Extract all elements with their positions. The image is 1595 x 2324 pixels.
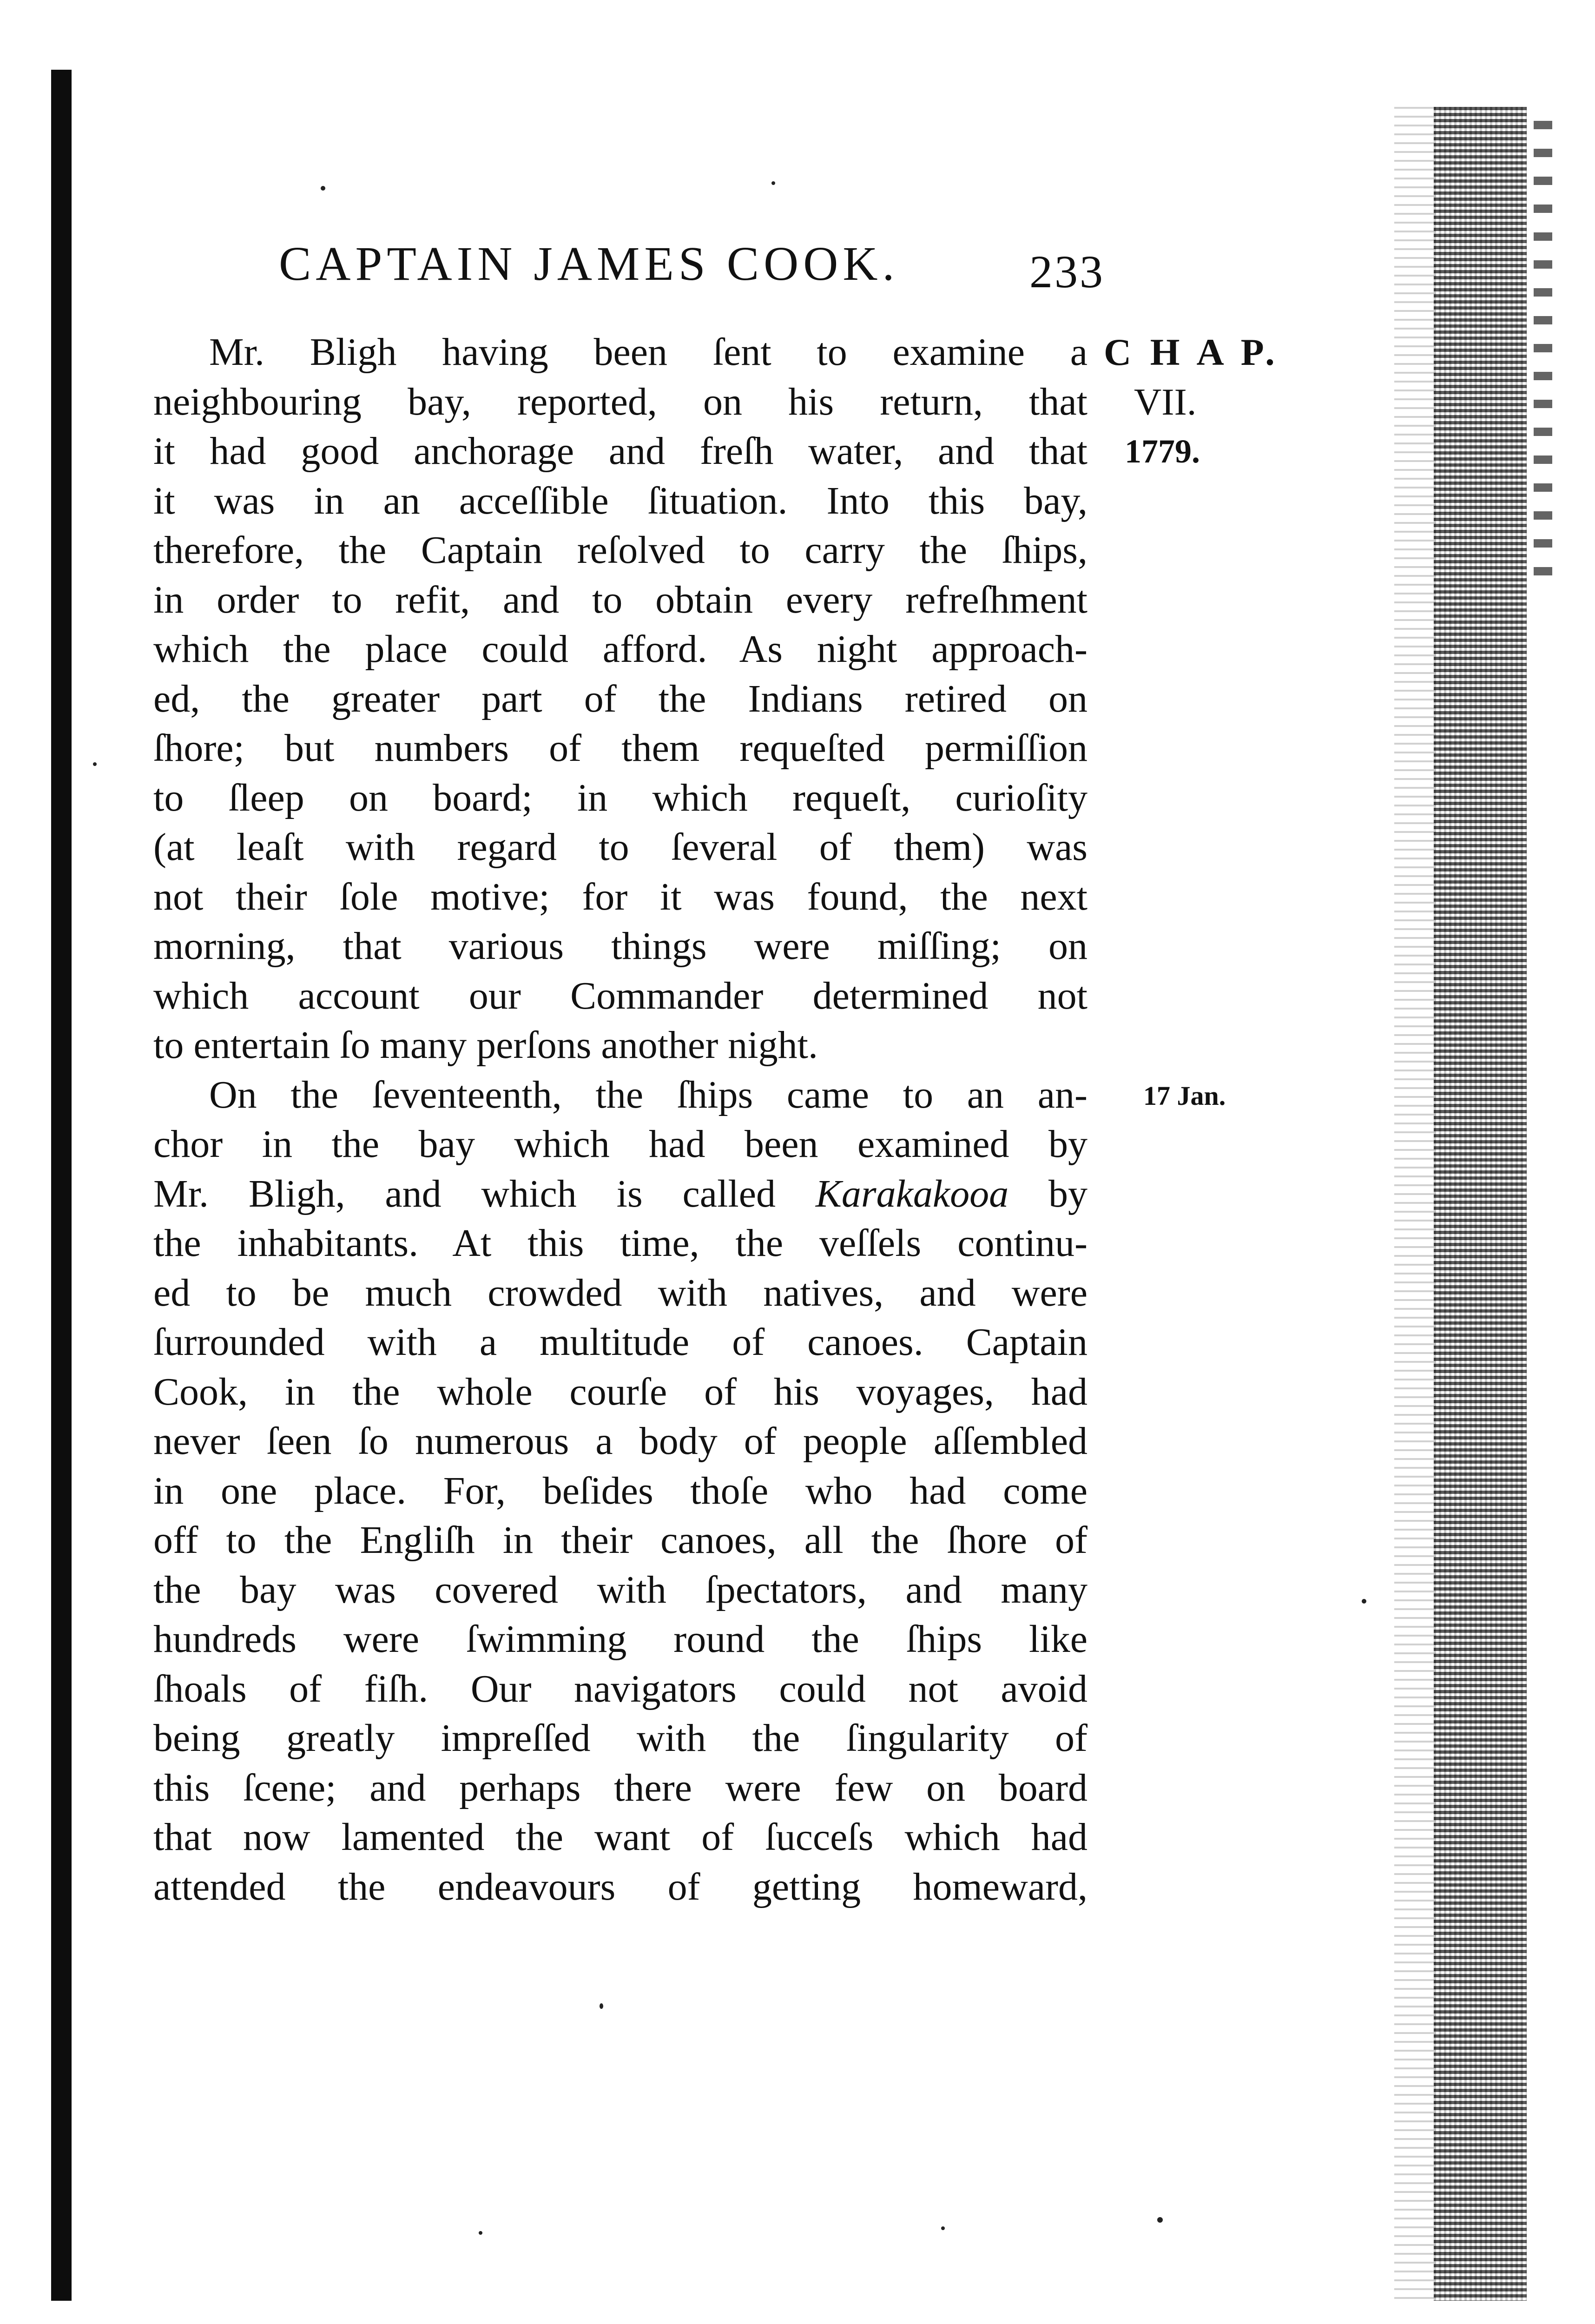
scan-speck [600,2003,603,2009]
text-line: ſurrounded with a multitude of canoes. Captain [153,1320,1088,1364]
scan-speck [1157,2217,1163,2223]
body-text [153,328,1088,1912]
text-line: attended the endeavours of getting homeward, [153,1865,1088,1908]
scan-gutter [1434,107,1527,2301]
text-line: never ſeen ſo numerous a body of people aſſembled [153,1419,1088,1463]
text-line: neighbouring bay, reported, on his return, that [153,380,1088,423]
page-number: 233 [1029,246,1105,297]
text-line: it had good anchorage and freſh water, and that [153,429,1088,473]
text-line: the bay was covered with ſpectators, and many [153,1568,1088,1611]
text-line: therefore, the Captain reſolved to carry the ſhips, [153,528,1088,572]
margin-chapter-number: VII. [1134,381,1197,423]
text-line: which the place could afford. As night approach- [153,627,1088,671]
text-line: to entertain ſo many perſons another night. [153,1023,818,1067]
text-line: Cook, in the whole courſe of his voyages, had [153,1370,1088,1413]
text-line: this ſcene; and perhaps there were few on board [153,1766,1088,1809]
scan-speck [93,762,97,766]
text-line-with-place-name [153,1169,1088,1219]
text-line: in one place. For, beſides thoſe who had come [153,1469,1088,1512]
text-line: Mr. Bligh having been ſent to examine a [209,330,1088,374]
scan-speck [479,2231,482,2235]
scan-speck [941,2226,945,2230]
binding-edge [51,70,72,2301]
text-line: ed to be much crowded with natives, and were [153,1271,1088,1314]
scan-gutter-fade [1394,107,1436,2301]
text-line: morning, that various things were miſſing; on [153,924,1088,968]
text-line: the inhabitants. At this time, the veſſels continu- [153,1221,1088,1265]
text-line: hundreds were ſwimming round the ſhips like [153,1618,1088,1661]
running-head: CAPTAIN JAMES COOK. [279,237,899,290]
text-line: in order to refit, and to obtain every refreſhment [153,578,1088,621]
text-line: off to the Engliſh in their canoes, all the ſhore of [153,1519,1088,1562]
text-line: being greatly impreſſed with the ſingularity of [153,1717,1088,1760]
text-fragment: Mr. Bligh, and which is called [153,1172,776,1215]
text-line: ſhore; but numbers of them requeſted permiſſion [153,726,1088,770]
text-line: ſhoals of fiſh. Our navigators could not avoid [153,1667,1088,1710]
text-line: chor in the bay which had been examined by [153,1122,1088,1166]
text-line: it was in an acceſſible ſituation. Into this bay, [153,479,1088,522]
text-line: (at leaſt with regard to ſeveral of them) was [153,825,1088,869]
text-line: ed, the greater part of the Indians retired on [153,677,1088,720]
scan-speck [1362,1599,1366,1604]
text-line: which account our Commander determined not [153,974,1088,1017]
text-line: not their ſole motive; for it was found, the next [153,875,1088,918]
margin-year: 1779. [1125,433,1200,470]
text-line: that now lamented the want of ſucceſs which had [153,1816,1088,1859]
place-name-karakakooa: Karakakooa [815,1172,1009,1215]
text-line: On the ſeventeenth, the ſhips came to an an- [209,1073,1088,1116]
scan-strip [1534,121,1552,586]
margin-date: 17 Jan. [1143,1081,1226,1111]
text-fragment: by [1048,1172,1088,1215]
text-line: to ſleep on board; in which requeſt, curioſity [153,776,1088,819]
margin-chapter-label: C H A P. [1104,331,1279,373]
scan-speck [771,181,775,185]
scan-speck [321,186,325,191]
